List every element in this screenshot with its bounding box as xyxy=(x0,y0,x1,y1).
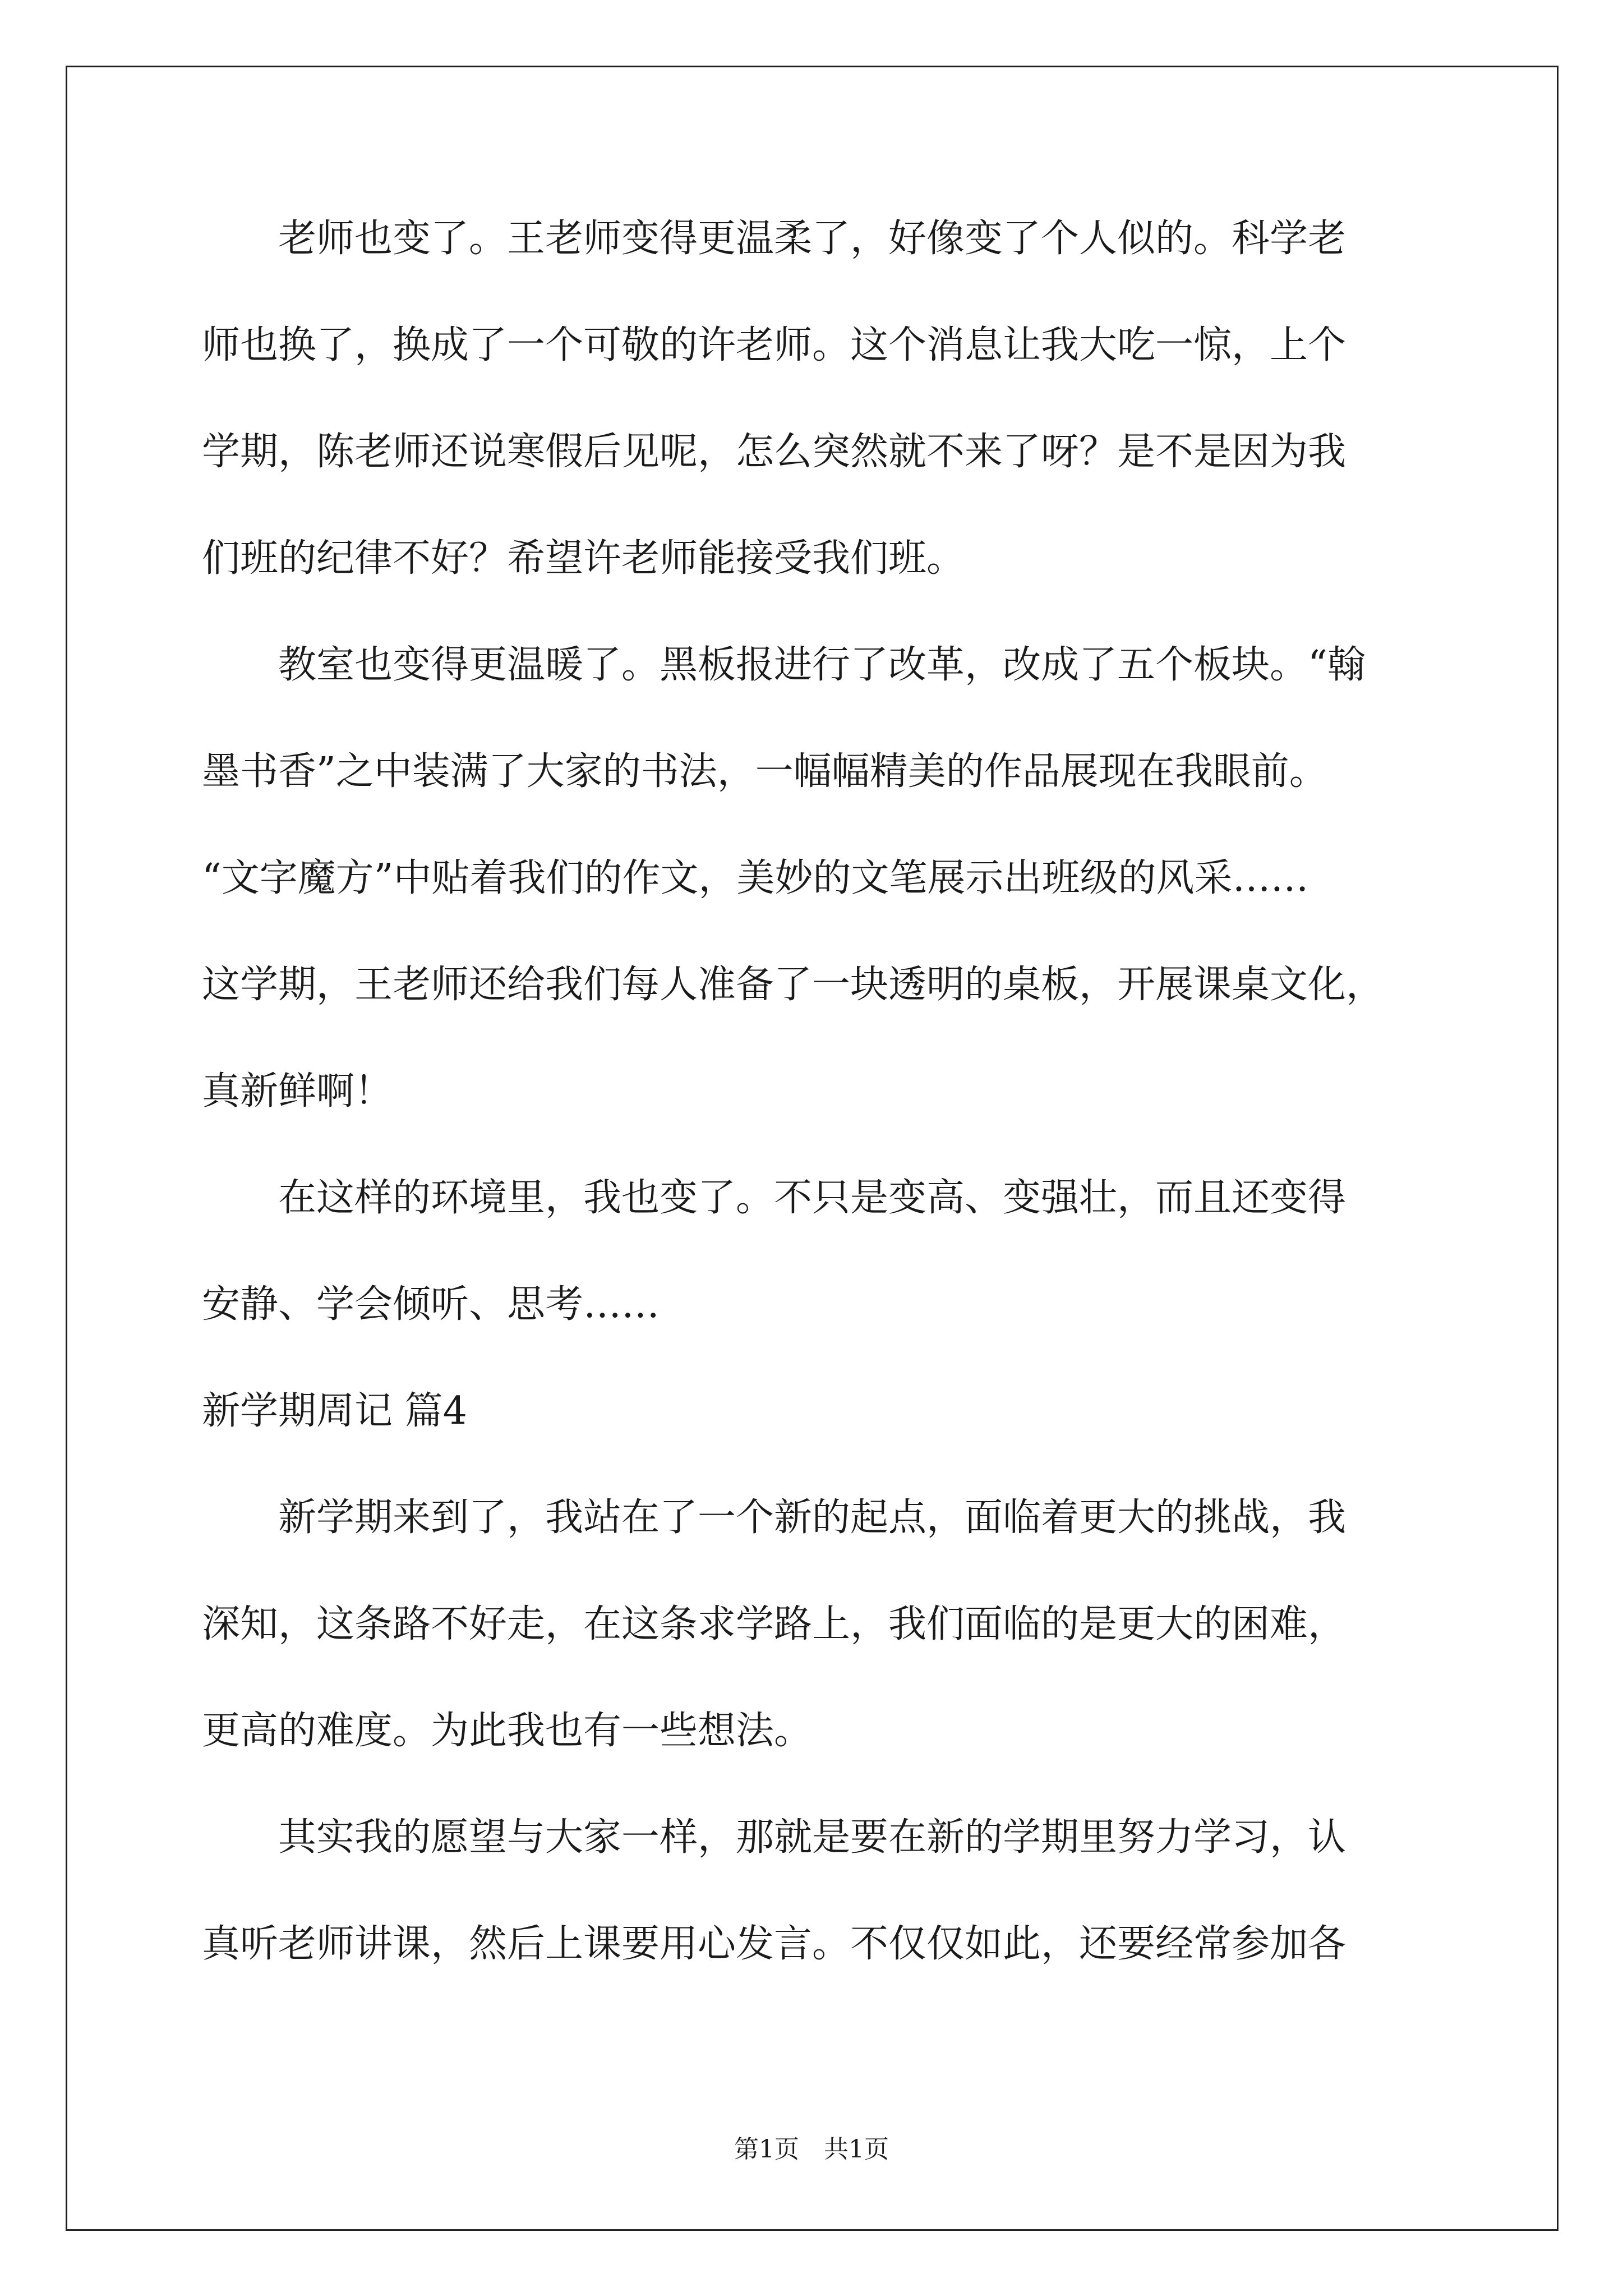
text-line: 安静、学会倾听、思考…… xyxy=(202,1282,660,1327)
text-line: 深知，这条路不好走，在这条求学路上，我们面临的是更大的困难， xyxy=(202,1602,1347,1646)
text-line: 更高的难度。为此我也有一些想法。 xyxy=(202,1709,813,1753)
page-frame xyxy=(66,66,1559,2231)
text-line: 新学期来到了，我站在了一个新的起点，面临着更大的挑战，我 xyxy=(202,1496,1347,1540)
text-line: 墨书香”之中装满了大家的书法，一幅幅精美的作品展现在我眼前。 xyxy=(202,749,1327,794)
section-heading: 新学期周记 篇4 xyxy=(202,1389,467,1433)
text-line: “文字魔方”中贴着我们的作文，美妙的文笔展示出班级的风采…… xyxy=(202,856,1309,900)
text-line: 真新鲜啊！ xyxy=(202,1069,393,1114)
text-line: 其实我的愿望与大家一样，那就是要在新的学期里努力学习，认 xyxy=(202,1815,1347,1860)
text-line: 师也换了，换成了一个可敬的许老师。这个消息让我大吃一惊，上个 xyxy=(202,323,1347,367)
text-line: 们班的纪律不好？希望许老师能接受我们班。 xyxy=(202,536,965,581)
text-line: 这学期，王老师还给我们每人准备了一块透明的桌板，开展课桌文化， xyxy=(202,963,1385,1007)
text-line: 学期，陈老师还说寒假后见呢，怎么突然就不来了呀？是不是因为我 xyxy=(202,430,1347,474)
page-footer: 第1页 共1页 xyxy=(734,2135,889,2164)
text-line: 老师也变了。王老师变得更温柔了，好像变了个人似的。科学老 xyxy=(202,217,1347,261)
text-line: 教室也变得更温暖了。黑板报进行了改革，改成了五个板块。“翰 xyxy=(202,643,1366,687)
text-line: 在这样的环境里，我也变了。不只是变高、变强壮，而且还变得 xyxy=(202,1176,1347,1220)
text-line: 真听老师讲课，然后上课要用心发言。不仅仅如此，还要经常参加各 xyxy=(202,1922,1347,1966)
